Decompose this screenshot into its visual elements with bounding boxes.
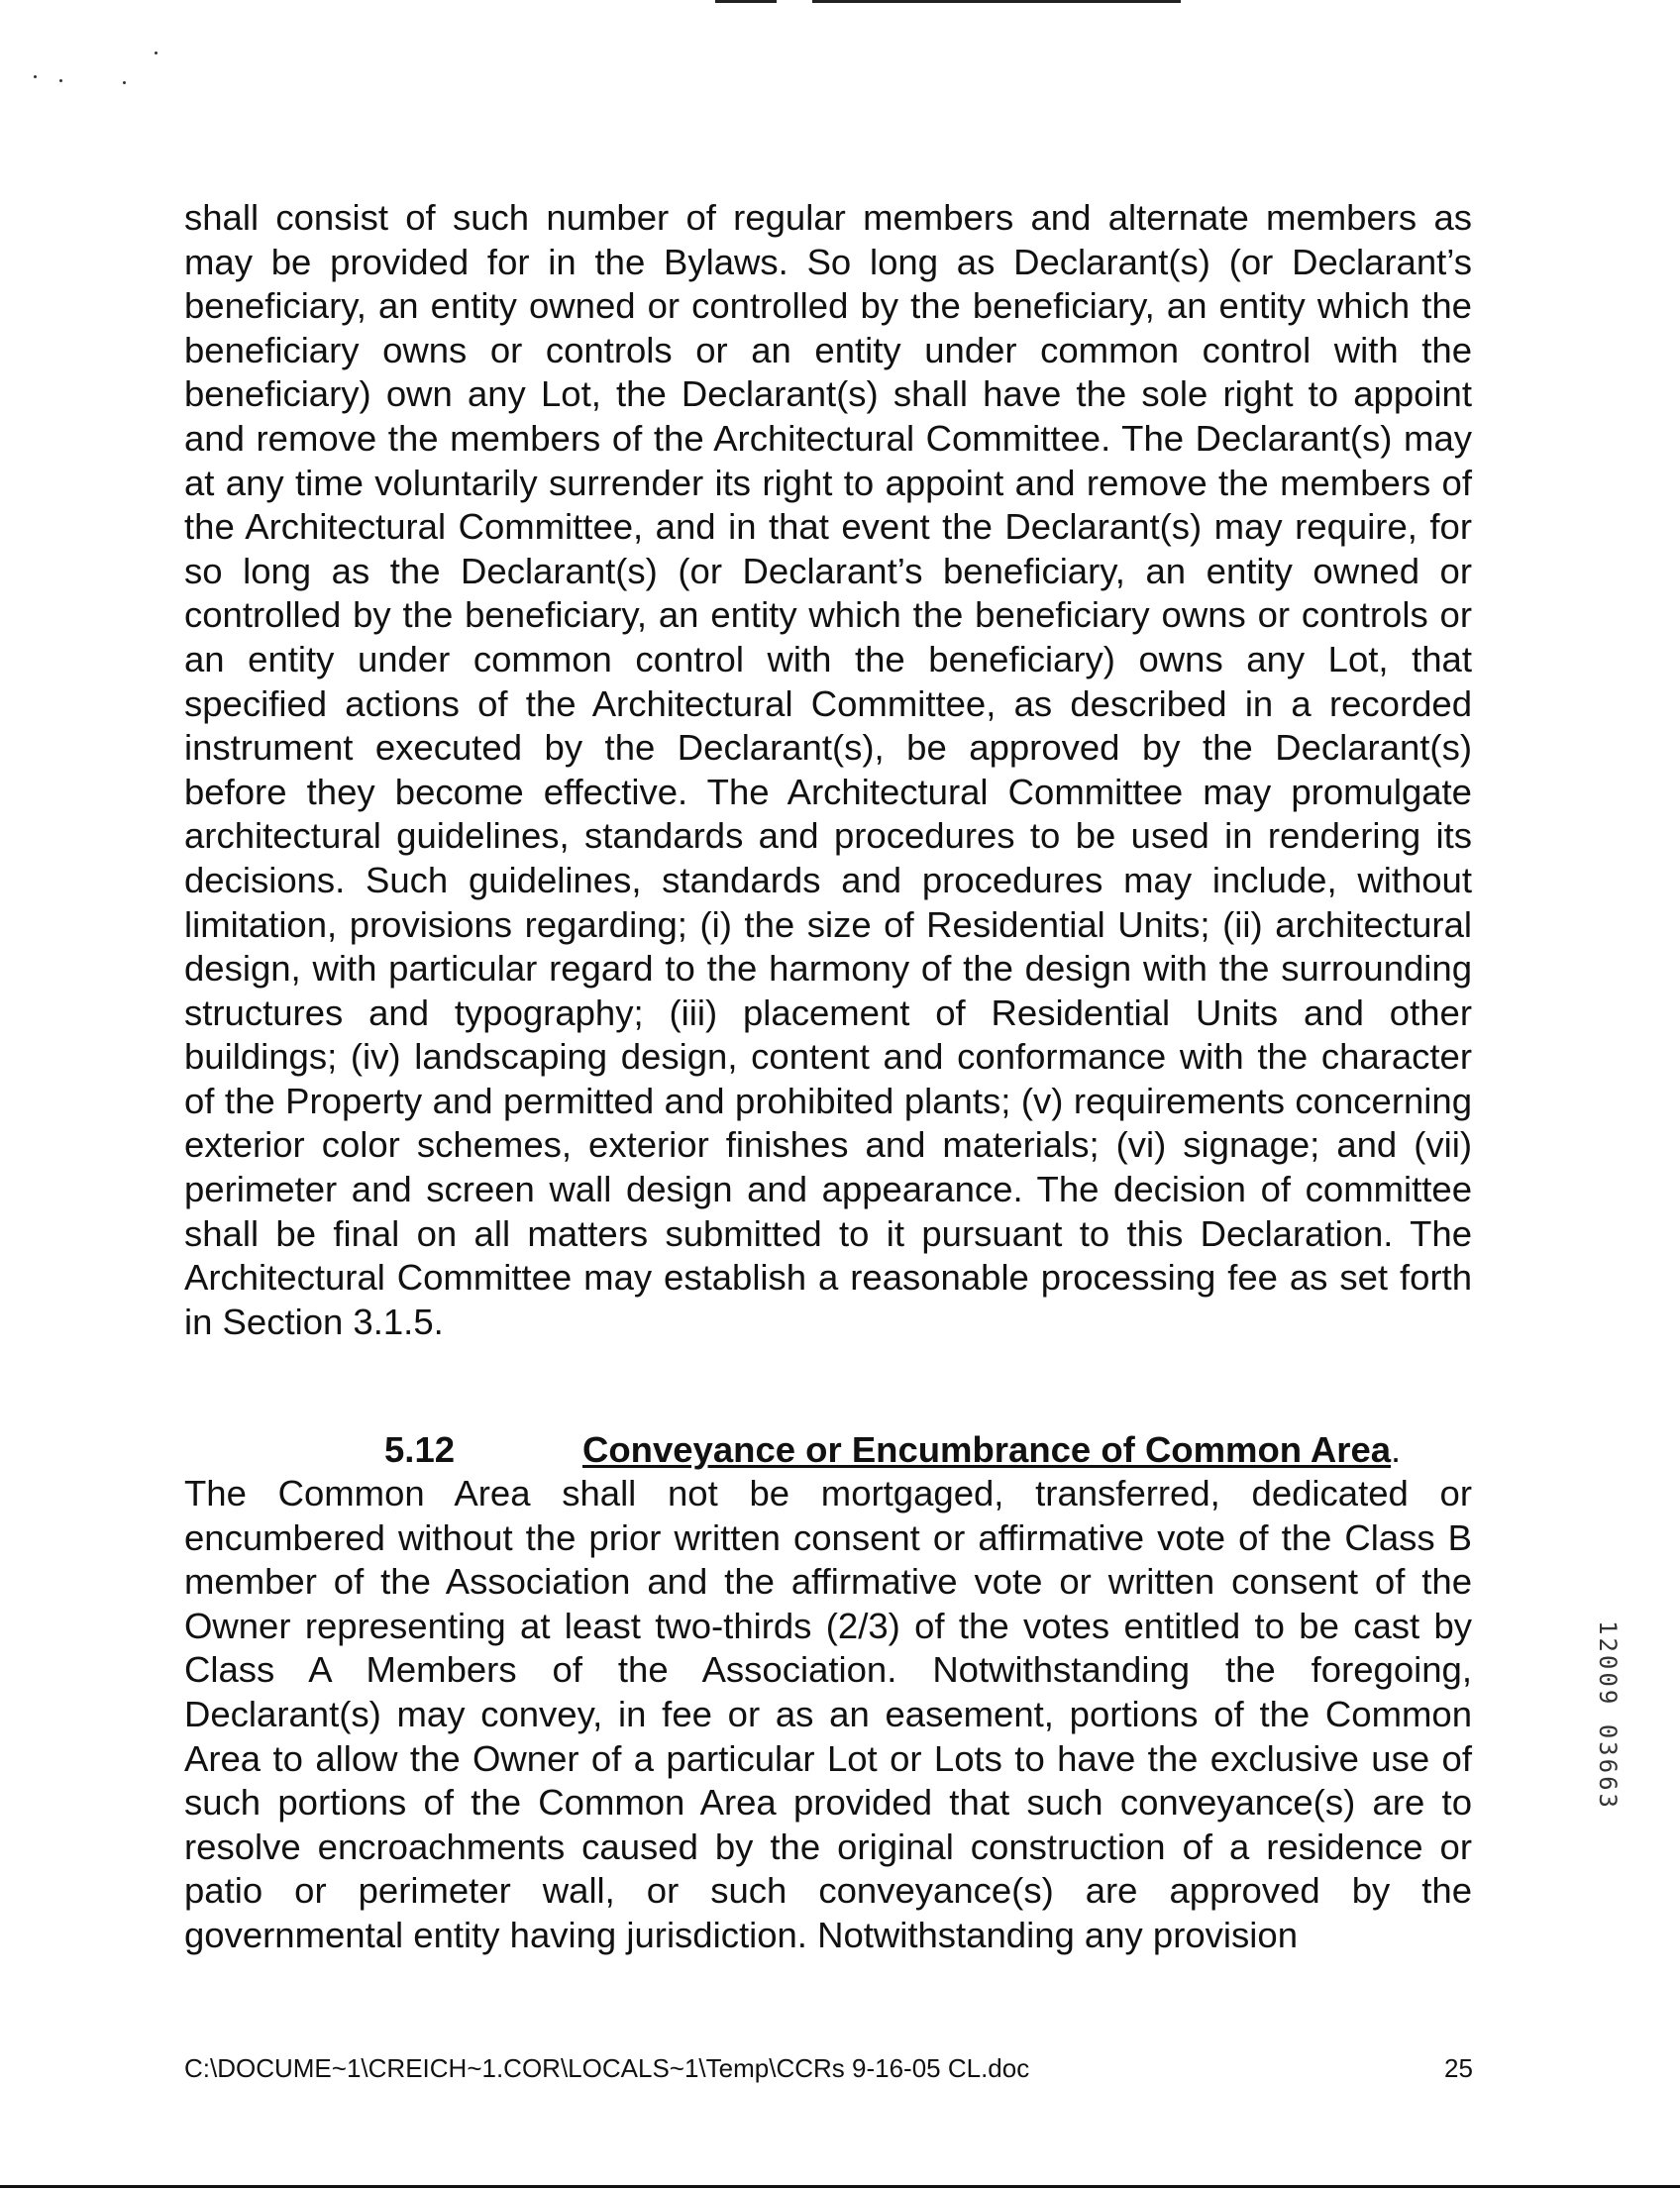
- section-title: Conveyance or Encumbrance of Common Area: [582, 1429, 1392, 1470]
- scan-speck: [123, 81, 126, 84]
- scan-artifact-line: [812, 0, 1181, 3]
- section-title-period: .: [1391, 1429, 1402, 1470]
- body-paragraph-common-area: The Common Area shall not be mortgaged, transferred, dedicated or encumbered without the prior written consent or affirmative vote of the Class B member of the Association and the affirmative vote or written consent of the Owner representing at least two-thirds (2/3) of the votes entitled to be cast by Class A Members of the Association. Notwithstanding the foregoing, Declarant(s) may convey, in fee or as an easement, portions of the Common Area to allow the Owner of a particular Lot or Lots to have the exclusive use of such portions of the Common Area provided that such conveyance(s) are to resolve encroachments caused by the original construction of a residence or patio or perimeter wall, or such conveyance(s) are approved by the governmental entity having jurisdiction. Notwithstanding any provision: [184, 1473, 1472, 1955]
- section-title-wrapper: [582, 1428, 1391, 1473]
- section-number: 5.12: [384, 1429, 456, 1470]
- body-paragraph-architectural-committee: shall consist of such number of regular members and alternate members as may be provided for in the Bylaws. So long as Declarant(s) (or Declarant’s beneficiary, an entity owned or controlled by the beneficiary, an entity which the beneficiary owns or controls or an entity under common control with the beneficiary) own any Lot, the Declarant(s) shall have the sole right to appoint and remove the members of the Architectural Committee. The Declarant(s) may at any time voluntarily surrender its right to appoint and remove the members of the Architectural Committee, and in that event the Declarant(s) may require, for so long as the Declarant(s) (or Declarant’s beneficiary, an entity owned or controlled by the beneficiary, an entity which the beneficiary owns or controls or an entity under common control with the beneficiary) owns any Lot, that specified actions of the Architectural Committee, as described in a recorded instrument executed by the Declarant(s), be approved by the Declarant(s) before they become effective. The Architectural Committee may promulgate architectural guidelines, standards and procedures to be used in rendering its decisions. Such guidelines, standards and procedures may include, without limitation, provisions regarding; (i) the size of Residential Units; (ii) architectural design, with particular regard to the harmony of the design with the surrounding structures and typography; (iii) placement of Residential Units and other buildings; (iv) landscaping design, content and conformance with the character of the Property and permitted and prohibited plants; (v) requirements concerning exterior color schemes, exterior finishes and materials; (vi) signage; and (vii) perimeter and screen wall design and appearance. The decision of committee shall be final on all matters submitted to it pursuant to this Declaration. The Architectural Committee may establish a reasonable processing fee as set forth in Section 3.1.5.: [184, 197, 1472, 1342]
- scan-bottom-edge: [0, 2185, 1680, 2188]
- footer-page-number: 25: [1444, 2053, 1473, 2083]
- scan-speck: [34, 75, 37, 78]
- scan-speck: [155, 52, 158, 54]
- recording-stamp-text: 12009 03663: [1594, 1620, 1622, 1811]
- scan-speck: [59, 79, 62, 82]
- recording-stamp: [1591, 1597, 1625, 1834]
- scan-artifact-line: [715, 0, 777, 3]
- footer-file-path: C:\DOCUME~1\CREICH~1.COR\LOCALS~1\Temp\CCRs 9-16-05 CL.doc: [184, 2053, 1030, 2083]
